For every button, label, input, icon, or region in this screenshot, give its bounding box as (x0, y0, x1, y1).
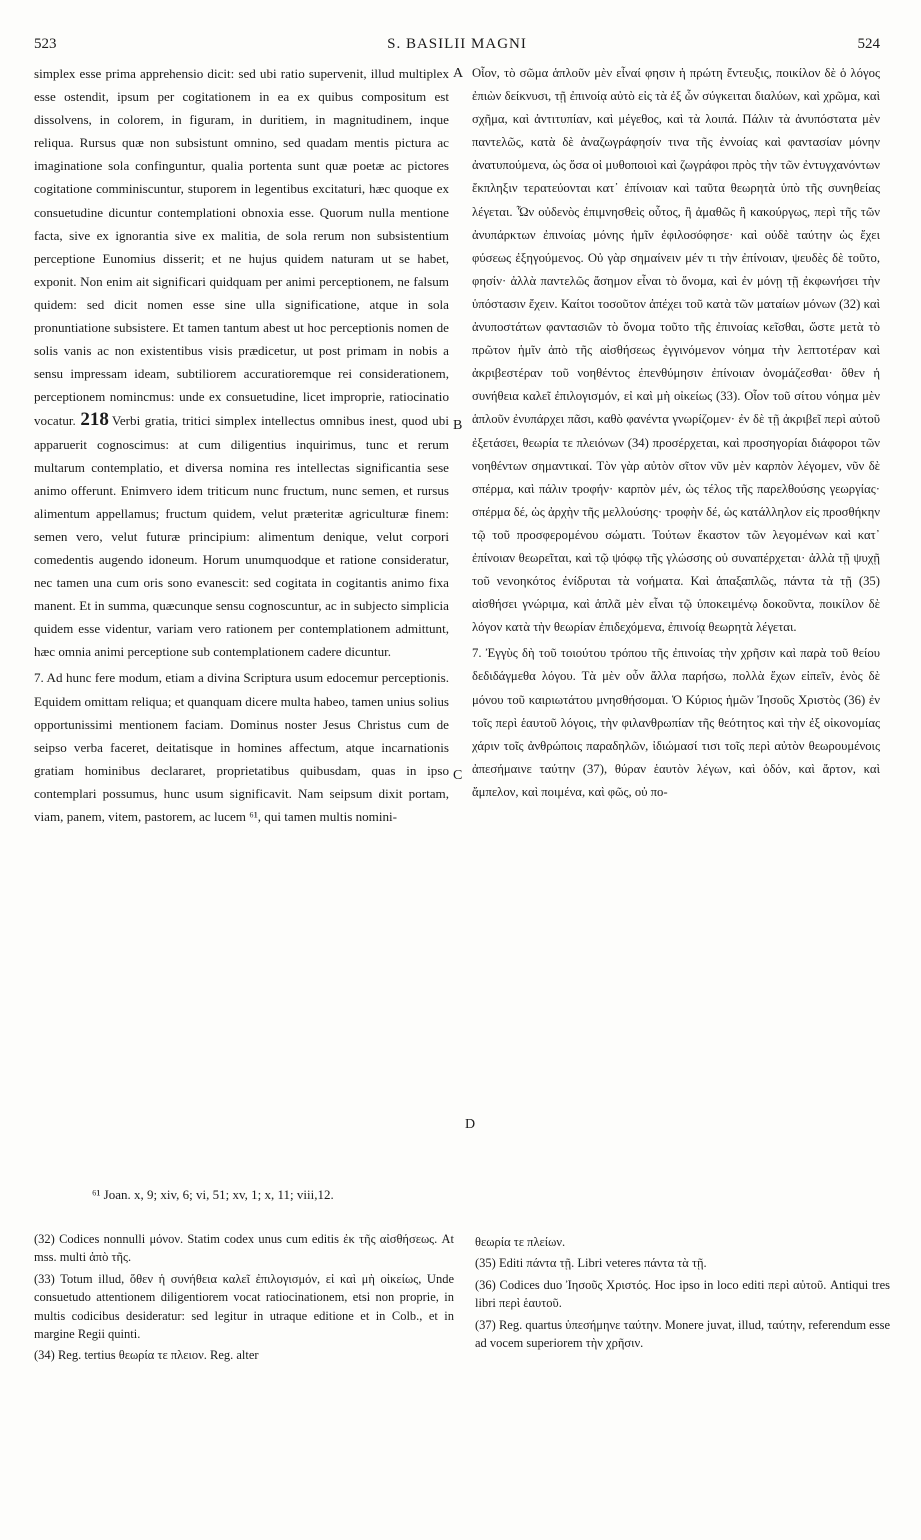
footnote-33: (33) Totum illud, ὅθεν ἡ συνήθεια καλεῖ ἐπιλογισμόν, εἰ καὶ μὴ οἰκείως, Unde consuetudo attentionem diligentiorem vocat ratiocinationem, etsi non proprie, in multis codicibus desideratur: sed legitur in utraque editione et in Colb., et in margine Regii quinti. (34, 1271, 454, 1342)
page-number-left: 523 (34, 36, 57, 52)
margin-letter-b: B (453, 418, 463, 433)
footnote-36: (36) Codices duo Ἰησοῦς Χριστός. Hoc ipso in loco editi περὶ αὐτοῦ. Antiqui tres libri περὶ ἑαυτοῦ. (475, 1277, 890, 1311)
footnote-32: (32) Codices nonnulli μόνον. Statim codex unus cum editis ἐκ τῆς αἰσθήσεως. At mss. multi ἀπὸ τῆς. (34, 1232, 454, 1265)
latin-paragraph-1-continued: Verbi gratia, tritici simplex intellectus omnibus inest, quod ubi apparuerit cognoscimus: at cum diligentius inquirimus, tunc et rerum multarum contemplatio, et diversa nomina res intellectas significantia sese animo offerunt. Enimvero idem triticum nunc fructum, nunc semen, et rursus alimentum appellamus; fructum quidem, velut præteritæ agriculturæ finem: semen vero, velut futuræ principium: alimentum denique, velut corpori comedentis augendo idoneum. Horum unumquodque et ratione consideratur, nec tamen una cum oris sono evanescit: sed cogitata in cogitantis animo fixa manent. Et in summa, quæcunque sensu cognoscuntur, ac in subjecto simplicia quidem esse videntur, variam vero rationem per contemplationem admittunt, hæc omnia animi perceptione sub contemplationem cadere dicuntur. (34, 413, 449, 660)
running-title: S. BASILII MAGNI (387, 36, 527, 52)
footnote-35: (35) Editi πάντα τῇ. Libri veteres πάντα τὰ τῇ. (475, 1256, 707, 1271)
footnote-34: (34) Reg. tertius θεωρία τε πλειον. Reg. alter (34, 1348, 259, 1363)
section-number: 218 (80, 409, 109, 431)
page-number-right: 524 (857, 36, 880, 52)
latin-paragraph-1: simplex esse prima apprehensio dicit: sed ubi ratio supervenit, illud multiplex esse ostendit, ipsum per cogitationem in ea ex quibus compositum est dissolvens, in colorem, in figuram, in duritiem, in magnitudinem, inque reliqua. Rursus quæ non subsistunt omnino, sed quadam mentis pictura ac imaginatione sola confinguntur, qualia portenta sunt quæ poetæ ac pictores cogitatione comminiscuntur, stuporem in legentibus excitaturi, hæc quoque ex consuetudine dicuntur contemplationi obnoxia esse. Quorum nulla mentione facta, sive ex ignorantia sive ex malitia, de sola rerum non subsistentium perceptione Eunomius disserit; et ne hujus quidem naturam ut se habet, exponit. Non enim ait significari quidquam per animi perceptionem, ne falsum quidem: sed dicit nomen esse sine ulla significatione, atque in sola pronuntiatione subsistere. Et tamen tantum abest ut hoc perceptionis nomen de solis vanis ac non existentibus visis prædicetur, ut post primam in nobis a sensu impressam ideam, subtiliorem accuratioremque rei considerationem, perceptionem nomincmus: unde ex consuetudine, licet improprie, ratiocinatio vocatur. 218 Verbi gratia, tritici simplex intellectus omnibus inest, quod ubi apparuerit cognoscimus: at cum diligentius inquirimus, tunc et rerum multarum contemplatio, et diversa nomina res intellectas significantia sese animo offerunt. Enimvero idem triticum nunc fructum, nunc semen, et rursus alimentum appellamus; fructum quidem, velut præteritæ agriculturæ finem: semen vero, velut futuræ principium: alimentum denique, velut corpori comedentis augendo idoneum. Horum unumquodque et ratione consideratur, nec tamen una cum oris sono evanescit: sed cogitata in cogitantis animo fixa manent. Et in summa, quæcunque sensu cognoscuntur, ac in subjecto simplicia quidem esse videntur, variam vero rationem per contemplationem admittunt, hæc omnia animi perceptione sub contemplationem cadere dicuntur. (34, 66, 449, 660)
greek-paragraph-1: Οἷον, τὸ σῶμα ἁπλοῦν μὲν εἶναί φησιν ἡ πρώτη ἔντευξις, ποικίλον δὲ ὁ λόγος ἐπιὼν δείκνυσι, τῇ ἐπινοίᾳ αὐτὸ εἰς τὰ ἐξ ὧν σύγκειται διαλύων, καὶ χρῶμα, καὶ σχῆμα, καὶ ἀντιτυπίαν, καὶ μέγεθος, καὶ τὰ λοιπά. Πάλιν τὰ ἀνυπόστατα μὲν παντελῶς, κατὰ δὲ ἀναζωγράφησίν τινα τῆς ἐννοίας καὶ φαντασίαν μόνην ἀνατυπούμενα, ὡς ὅσα οἱ μυθοποιοὶ καὶ ζωγράφοι πρὸς τὴν τῶν ἐντυγχανόντων ἔκπληξιν τερατεύονται κατ᾽ ἐπίνοιαν καὶ ταῦτα θεωρητὰ ὑπὸ τῆς συνηθείας λέγεται. Ὧν οὐδενὸς ἐπιμνησθεὶς οὗτος, ἢ ἀμαθῶς ἢ κακούργως, περὶ τῆς τῶν ἀνυπάρκτων ἐπινοίας μόνης ἡμῖν ἐφιλοσόφησε· καὶ οὐδὲ ταύτην ὡς ἔχει φύσεως ἐξηγούμενος. Οὐ γὰρ σημαίνειν μέν τι τὴν ἐπίνοιαν, ψευδὲς δὲ τοῦτο, φησίν· ἀλλὰ παντελῶς ἄσημον εἶναι τὸ ὄνομα, καὶ ἐν μόνῃ τῇ ἐκφωνήσει τὴν ὑπόστασιν ἔχειν. Καίτοι τοσοῦτον ἀπέχει τοῦ κατὰ τῶν ματαίων μόνων (32) καὶ ἀνυποστάτων φαντασιῶν τὸ ὄνομα τοῦτο τῆς ἐπινοίας κεῖσθαι, ὥστε μετὰ τὸ πρῶτον ἡμῖν ἀπὸ τῆς αἰσθήσεως ἐγγινόμενον νόημα τὴν λεπτοτέραν καὶ ἀκριβεστέραν τοῦ νοηθέντος ἐπενθύμησιν ἐπίνοιαν ὀνομάζεσθαι· ὅθεν ἡ συνήθεια καλεῖ ἐπιλογισμόν, εἰ καὶ μὴ οἰκείως (33). Οἷον τοῦ σίτου νόημα μὲν ἁπλοῦν ἐνυπάρχει πᾶσι, καθὸ φανέντα γνωρίζομεν· ἐν δὲ τῇ ἀκριβεῖ περὶ αὐτοῦ ἐξετάσει, θεωρία τε πλειόνων (34) προσέρχεται, καὶ προσηγορίαι διάφοροι τῶν νοηθέντων σημαντικαί. Τὸν γὰρ αὐτὸν σῖτον νῦν μὲν καρπὸν λέγομεν, νῦν δὲ σπέρμα, καὶ πάλιν τροφήν· καρπὸν μέν, ὡς τέλος τῆς παρελθούσης γεωργίας· σπέρμα δέ, ὡς ἀρχὴν τῆς μελλούσης· τροφὴν δέ, ὡς κατάλληλον εἰς προσθήκην τῷ τοῦ προσφερομένου σώματι. Τούτων ἕκαστον τῶν λεγομένων καὶ κατ᾽ ἐπίνοιαν θεωρεῖται, καὶ τῷ ψόφῳ τῆς γλώσσης οὐ συναπέρχεται· ἀλλὰ τῇ ψυχῇ τοῦ νενοηκότος ἐνίδρυται τὰ νοήματα. Καὶ ἁπαξαπλῶς, πάντα τὰ τῇ (35) αἰσθήσει γνώριμα, καὶ ἁπλᾶ μὲν εἶναι τῷ ὑποκειμένῳ δοκοῦντα, ποικίλον δὲ λόγον κατὰ τὴν θεωρίαν ἐπιδεχόμενα, ἐπινοίᾳ θεωρητὰ λέγεται. (472, 66, 880, 635)
scripture-reference: ⁶¹ Joan. x, 9; xiv, 6; vi, 51; xv, 1; x, 11; viii,12. (92, 1187, 334, 1202)
latin-paragraph-2: 7. Ad hunc fere modum, etiam a divina Scriptura usum edocemur perceptionis. Equidem omittam reliqua; et quanquam dicere multa habeo, tamen unius solius opportunissimi mentionem faciam. Dominus noster Jesus Christus cum de seipso verba faceret, deitatisque in homines affectum, atque incarnationis gratiam hominibus declararet, proprietatibus quibusdam, quas in ipso contemplari possumus, hunc usum significavit. Nam seipsum dixit portam, viam, panem, vitem, pastorem, ac lucem ⁶¹, qui tamen multis nomini- (34, 670, 449, 824)
greek-paragraph-2: 7. Ἐγγὺς δὴ τοῦ τοιούτου τρόπου τῆς ἐπινοίας τὴν χρῆσιν καὶ παρὰ τοῦ θείου δεδιδάγμεθα λόγου. Τὰ μὲν οὖν ἄλλα παρήσω, πολλὰ ἔχων εἰπεῖν, ἑνὸς δὲ μόνου τοῦ καιριωτάτου μνησθήσομαι. Ὁ Κύριος ἡμῶν Ἰησοῦς Χριστὸς (36) ἐν τοῖς περὶ ἑαυτοῦ λόγοις, τὴν φιλανθρωπίαν τῆς θεότητος καὶ τὴν ἐξ οἰκονομίας χάριν τοῖς ἀνθρώποις παραδηλῶν, ἰδιώμασί τισι τοῖς περὶ αὐτὸν θεωρουμένοις ἀπεσήμαινε ταύτην (37), θύραν ἑαυτὸν λέγων, καὶ ὁδόν, καὶ ἄρτον, καὶ ἄμπελον, καὶ ποιμένα, καὶ φῶς, οὐ πο- (472, 646, 880, 799)
footnote-34-continued: θεωρία τε πλείων. (475, 1235, 566, 1249)
running-header (34, 36, 880, 58)
footnote-37: (37) Reg. quartus ὑπεσήμηνε ταύτην. Monere juvat, illud, ταύτην, referendum esse ad vocem superiorem τὴν χρῆσιν. (475, 1317, 890, 1351)
greek-column (472, 62, 880, 804)
latin-column (34, 62, 449, 828)
footnotes-right (475, 1233, 890, 1355)
footnotes-left (34, 1230, 454, 1368)
margin-letter-c: C (453, 768, 463, 783)
margin-letter-a: A (453, 66, 464, 81)
margin-letter-d: D (465, 1117, 476, 1132)
